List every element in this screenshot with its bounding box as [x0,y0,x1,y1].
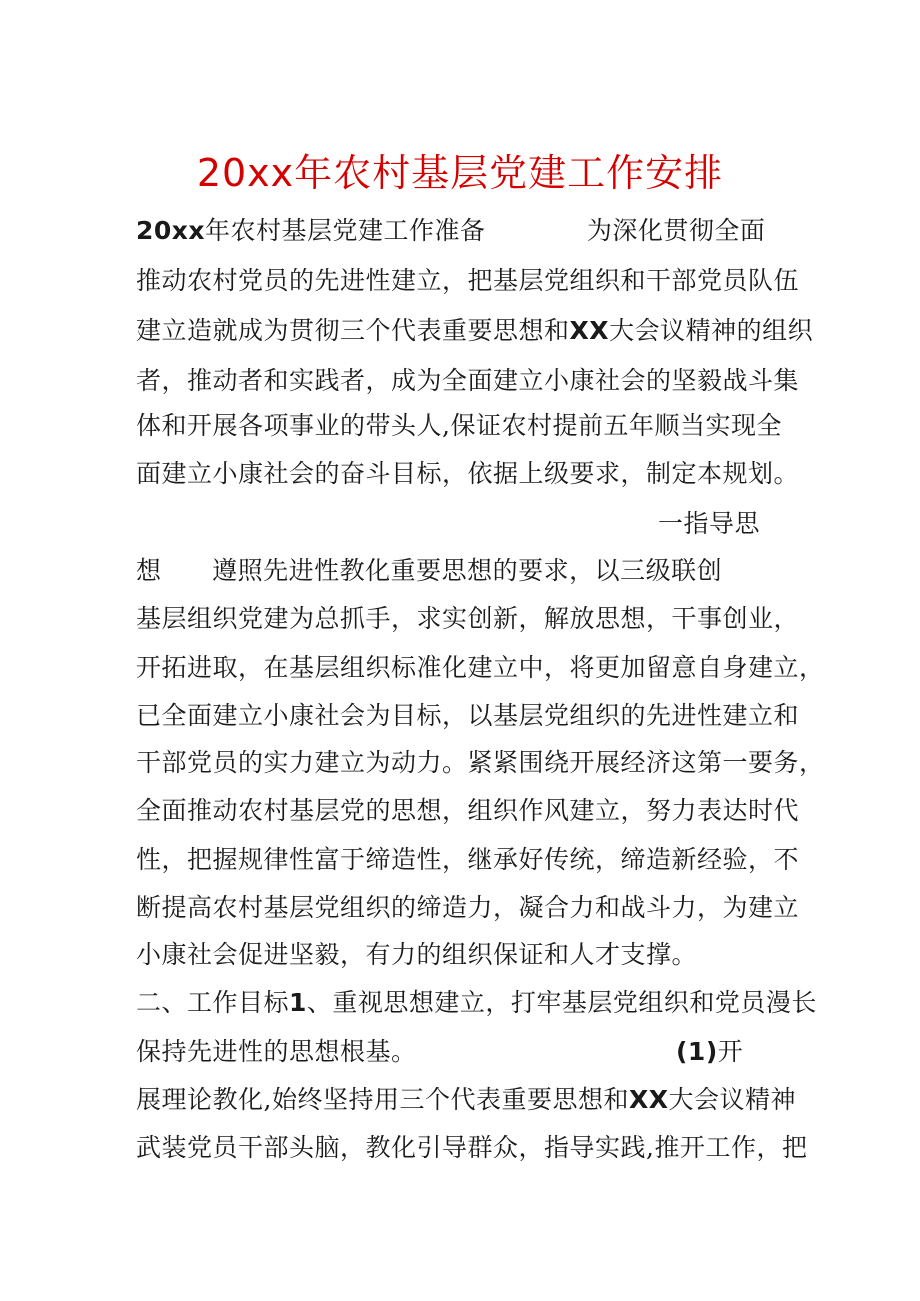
paragraph-line [136,408,782,444]
paragraph-line [136,313,813,349]
paragraph-line [136,456,799,492]
line-text: 开 [717,1037,744,1066]
paragraph-line [136,1082,796,1118]
line-text: 大会议精神的组织 [609,316,814,345]
line-bold-text: (1) [676,1037,718,1066]
line-text: 体和开展各项事业的带头人,保证农村提前五年顺当实现全 [136,411,782,440]
line-bold-text: 20xx [136,216,206,245]
line-text: 干部党员的实力建立为动力。紧紧围绕开展经济这第一要务， [136,748,825,777]
line-text: 年农村基层党建工作准备 为深化贯彻全面 [205,216,766,245]
paragraph-line [136,745,825,781]
line-text: 者，推动者和实践者，成为全面建立小康社会的坚毅战斗集 [136,366,800,395]
paragraph-line [136,601,799,637]
paragraph-line [136,842,799,878]
line-text: 一指导思 [658,509,761,538]
paragraph-line [136,263,799,299]
line-text: 断提高农村基层党组织的缔造力，凝合力和战斗力，为建立 [136,893,800,922]
list-marker-line [676,1034,743,1070]
line-text: 已全面建立小康社会为目标，以基层党组织的先进性建立和 [136,701,800,730]
paragraph-line [136,1034,417,1070]
document-title: 20xx年农村基层党建工作安排 [196,151,724,195]
paragraph-line [136,363,799,399]
paragraph-line [136,553,722,589]
line-bold-text: XX [569,316,610,345]
line-text: 、重视思想建立，打牢基层党组织和党员漫长 [306,988,817,1017]
section-heading-line [658,506,760,542]
line-text: 建立造就成为贯彻三个代表重要思想和 [136,316,570,345]
line-bold-text: 1 [289,988,307,1017]
line-text: 小康社会促进坚毅，有力的组织保证和人才支撑。 [136,940,698,969]
line-text: 保持先进性的思想根基。 [136,1037,417,1066]
line-text: 性，把握规律性富于缔造性，继承好传统，缔造新经验，不 [136,845,800,874]
paragraph-line [136,213,765,249]
paragraph-line [136,985,817,1021]
line-text: 全面推动农村基层党的思想，组织作风建立，努力表达时代 [136,796,800,825]
line-text: 武装党员干部头脑，教化引导群众，指导实践,推开工作，把 [136,1133,808,1162]
paragraph-line [136,890,799,926]
paragraph-line [136,698,799,734]
line-text: 大会议精神 [668,1085,797,1114]
line-text: 面建立小康社会的奋斗目标，依据上级要求，制定本规划。 [136,459,800,488]
line-text: 基层组织党建为总抓手，求实创新，解放思想，干事创业， [136,604,800,633]
paragraph-line [136,793,799,829]
line-text: 二、工作目标 [136,988,290,1017]
line-text: 开拓进取，在基层组织标准化建立中，将更加留意自身建立， [136,653,825,682]
line-text: 想 遵照先进性教化重要思想的要求，以三级联创 [136,556,723,585]
paragraph-line [136,1130,807,1166]
paragraph-line [136,937,697,973]
line-text: 推动农村党员的先进性建立，把基层党组织和干部党员队伍 [136,266,800,295]
paragraph-line [136,650,825,686]
line-text: 展理论教化,始终坚持用三个代表重要思想和 [136,1085,629,1114]
line-bold-text: XX [628,1085,669,1114]
